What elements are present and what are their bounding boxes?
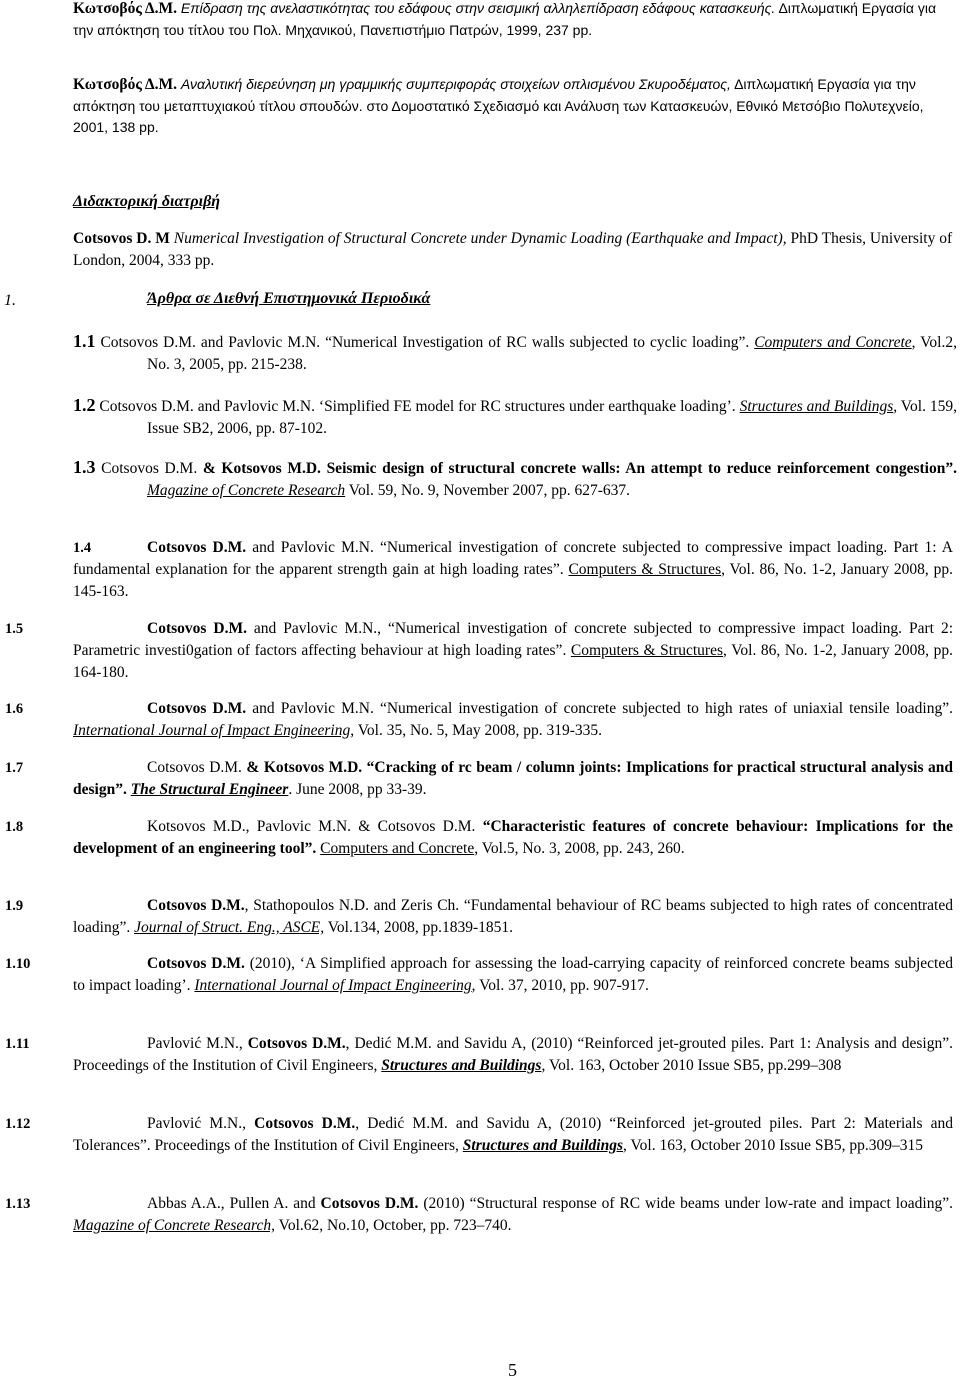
article-citation: , Vol. 37, 2010, pp. 907-917. bbox=[471, 977, 649, 994]
article-citation: Vol. 59, No. 9, November 2007, pp. 627-637. bbox=[345, 482, 631, 499]
thesis-2-rest: Διπλωματική Εργασία για την απόκτηση του μεταπτυχιακού τίτλου σπουδών. στο Δομοστατικό Σχεδιασμό και Ανάλυση των Κατασκευών, Εθνικό Μετσόβιο Πολυτεχνείο, 2001, 138 pp. bbox=[73, 76, 924, 135]
article-number: 1.4 bbox=[73, 540, 92, 556]
article-entry bbox=[73, 1193, 953, 1237]
thesis-2 bbox=[73, 74, 953, 139]
article-number: 1.2 bbox=[73, 395, 96, 415]
article-author: Cotsovos D.M. bbox=[320, 1195, 419, 1212]
article-citation: , Vol. 35, No. 5, May 2008, pp. 319-335. bbox=[350, 722, 602, 739]
article-citation: , Vol. 163, October 2010 Issue SB5, pp.309–315 bbox=[623, 1137, 923, 1154]
article-citation: Vol.62, No.10, October, pp. 723–740. bbox=[275, 1217, 512, 1234]
article-coauthor: & Kotsovos M.D. bbox=[246, 759, 363, 776]
article-title: “Characteristic features of concrete behaviour: Implications for the development of an engineering tool”. bbox=[73, 818, 954, 857]
article-journal: Journal of Struct. Eng., ASCE, bbox=[134, 919, 325, 936]
article-text: (2010), ‘A Simplified approach for assessing the load-carrying capacity of reinforced concrete beams subjected to impact loading’. bbox=[73, 955, 953, 994]
article-author: Cotsovos D.M. bbox=[147, 955, 245, 972]
article-title: Seismic design of structural concrete walls: An attempt to reduce reinforcement congestion”. bbox=[320, 460, 957, 477]
article-journal: International Journal of Impact Engineering bbox=[194, 977, 472, 994]
article-number: 1.3 bbox=[73, 457, 96, 477]
article-number: 1.6 bbox=[5, 701, 24, 717]
article-entry bbox=[73, 537, 953, 603]
article-author: Cotsovos D.M. bbox=[254, 1115, 356, 1132]
article-entry bbox=[73, 1033, 953, 1077]
article-journal: Structures and Buildings bbox=[462, 1137, 623, 1154]
article-journal: Computers & Structures bbox=[568, 561, 722, 578]
article-journal: International Journal of Impact Engineering bbox=[73, 722, 351, 739]
article-entry bbox=[73, 816, 953, 860]
article-entry bbox=[73, 698, 953, 742]
article-entry bbox=[73, 1113, 953, 1157]
article-entry bbox=[73, 394, 957, 440]
article-number: 1.5 bbox=[5, 621, 24, 637]
article-journal: Magazine of Concrete Research, bbox=[73, 1217, 276, 1234]
article-number: 1.1 bbox=[73, 331, 96, 351]
article-entry bbox=[73, 757, 953, 801]
phd-title: Numerical Investigation of Structural Concrete under Dynamic Loading (Earthquake and Impact), bbox=[173, 230, 787, 247]
article-citation: , Vol. 86, No. 1-2, January 2008, pp. 164-180. bbox=[73, 642, 954, 681]
article-journal: Computers and Concrete bbox=[320, 840, 475, 857]
page-number: 5 bbox=[508, 1360, 517, 1380]
article-author: Cotsovos D.M. bbox=[247, 1035, 346, 1052]
article-journal: The Structural Engineer bbox=[130, 781, 289, 798]
article-number: 1.10 bbox=[5, 956, 31, 972]
article-citation: , Vol.5, No. 3, 2008, pp. 243, 260. bbox=[474, 840, 685, 857]
article-citation: , Vol. 163, October 2010 Issue SB5, pp.299–308 bbox=[541, 1057, 842, 1074]
article-entry bbox=[73, 895, 953, 939]
article-citation: , Vol. 159, Issue SB2, 2006, pp. 87-102. bbox=[147, 398, 957, 437]
article-entry bbox=[73, 953, 953, 997]
article-citation: Vol.134, 2008, pp.1839-1851. bbox=[324, 919, 514, 936]
article-journal: Structures and Buildings bbox=[381, 1057, 542, 1074]
article-text: and Pavlovic M.N. “Numerical investigation of concrete subjected to compressive impact loading. Part 1: A fundamental explanation for the apparent strength gain at high loading rates”. bbox=[73, 539, 954, 578]
article-authors: Cotsovos D.M. bbox=[95, 398, 194, 415]
article-number: 1.12 bbox=[5, 1116, 31, 1132]
article-citation: , Vol. 86, No. 1-2, January 2008, pp. 145-163. bbox=[73, 561, 954, 600]
article-text: , Dedić M.M. and Savidu A, (2010) “Reinforced jet-grouted piles. Part 2: Materials and Tolerances”. Proceedings of the Institution of Civil Engineers, bbox=[73, 1115, 954, 1154]
thesis-1-author: Κωτσοβός Δ.Μ. bbox=[73, 0, 177, 17]
article-author: Cotsovos D.M. bbox=[147, 700, 247, 717]
thesis-1-title: Επίδραση της ανελαστικότητας του εδάφους στην σεισμική αλληλεπίδραση εδάφους κατασκευής. bbox=[180, 0, 776, 16]
article-text: , Stathopoulos N.D. and Zeris Ch. “Fundamental behaviour of RC beams subjected to high rates of concentrated loading”. bbox=[73, 897, 953, 936]
thesis-1 bbox=[73, 0, 953, 41]
article-text: , Dedić M.M. and Savidu A, (2010) “Reinforced jet-grouted piles. Part 1: Analysis and design”. Proceedings of the Institution of Civil Engineers, bbox=[73, 1035, 953, 1074]
phd-heading: Διδακτορική διατριβή bbox=[73, 193, 221, 210]
section-number: 1. bbox=[4, 292, 16, 309]
article-author: Cotsovos D.M. bbox=[147, 897, 245, 914]
article-authors: Abbas A.A., Pullen A. and bbox=[147, 1195, 321, 1212]
thesis-2-author: Κωτσοβός Δ.Μ. bbox=[73, 76, 177, 93]
article-citation: . June 2008, pp 33-39. bbox=[288, 781, 427, 798]
phd-rest: PhD Thesis, University of London, 2004, 333 pp. bbox=[73, 230, 953, 269]
article-journal: Computers and Concrete bbox=[754, 334, 912, 351]
article-journal: Computers & Structures bbox=[570, 642, 724, 659]
phd-author: Cotsovos D. M bbox=[73, 230, 170, 247]
article-title: “Cracking of rc beam / column joints: Implications for practical structural analysis and design”. bbox=[73, 759, 953, 798]
article-text: and Pavlovic M.N. ‘Simplified FE model for RC structures under earthquake loading’. bbox=[193, 398, 740, 415]
article-authors: Cotsovos D.M. bbox=[95, 460, 203, 477]
article-text: (2010) “Structural response of RC wide beams under low-rate and impact loading”. bbox=[418, 1195, 953, 1212]
article-citation: , Vol.2, No. 3, 2005, pp. 215-238. bbox=[147, 334, 957, 373]
article-text: and Pavlovic M.N. “Numerical Investigation of RC walls subjected to cyclic loading”. bbox=[195, 334, 755, 351]
article-authors: Cotsovos D.M. bbox=[147, 759, 247, 776]
article-entry bbox=[73, 618, 953, 684]
article-coauthor: & Kotsovos M.D. bbox=[202, 460, 321, 477]
article-number: 1.13 bbox=[5, 1196, 31, 1212]
article-number: 1.7 bbox=[5, 760, 24, 776]
thesis-2-title: Αναλυτική διερεύνηση μη γραμμικής συμπεριφοράς στοιχείων οπλισμένου Σκυροδέματος, bbox=[180, 76, 731, 92]
article-entry bbox=[73, 456, 957, 502]
article-authors: Kotsovos M.D., Pavlovic M.N. & Cotsovos D.M. bbox=[147, 818, 483, 835]
article-entry bbox=[73, 330, 957, 376]
article-author: Cotsovos D.M. bbox=[147, 539, 247, 556]
phd-entry bbox=[73, 228, 953, 272]
thesis-1-rest: Διπλωματική Εργασία για την απόκτηση του τίτλου του Πολ. Μηχανικού, Πανεπιστήμιο Πατρών, 1999, 237 pp. bbox=[73, 0, 937, 38]
section-heading: Άρθρα σε Διεθνή Επιστημονικά Περιοδικά bbox=[147, 290, 431, 307]
article-authors: Pavlović M.N., bbox=[147, 1035, 248, 1052]
article-journal: Structures and Buildings bbox=[739, 398, 894, 415]
article-number: 1.8 bbox=[5, 819, 24, 835]
article-author: Cotsovos D.M. bbox=[147, 620, 247, 637]
article-journal: Magazine of Concrete Research bbox=[147, 482, 346, 499]
article-text: and Pavlovic M.N. “Numerical investigation of concrete subjected to high rates of uniaxial tensile loading”. bbox=[246, 700, 953, 717]
article-authors: Cotsovos D.M. bbox=[95, 334, 196, 351]
article-number: 1.9 bbox=[5, 898, 24, 914]
article-number: 1.11 bbox=[5, 1036, 30, 1052]
article-authors: Pavlović M.N., bbox=[147, 1115, 255, 1132]
article-text: and Pavlovic M.N., “Numerical investigation of concrete subjected to compressive impact loading. Part 2: Parametric investi0gation of factors affecting behaviour at high loading rates”. bbox=[73, 620, 953, 659]
